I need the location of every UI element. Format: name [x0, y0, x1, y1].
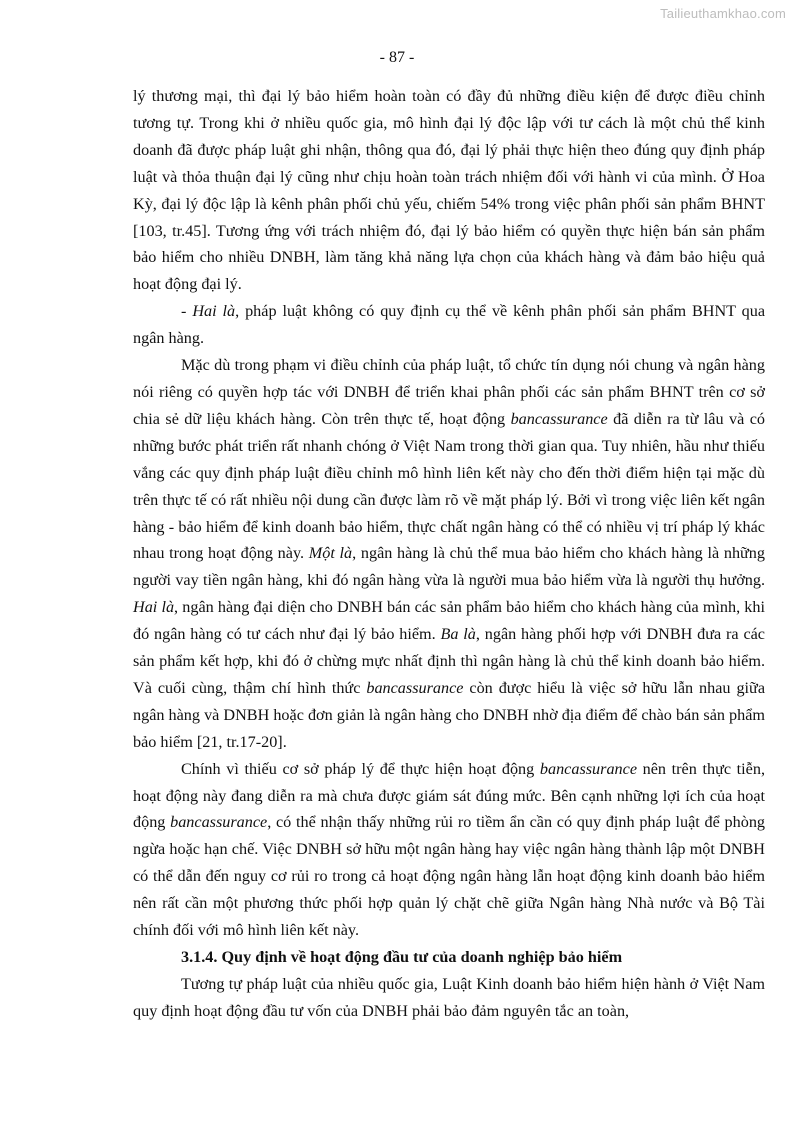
paragraph-text: lý thương mại, thì đại lý bảo hiểm hoàn toàn có đầy đủ những điều kiện để được điều chỉnh tương tự. Trong khi ở nhiều quốc gia, mô hình đại lý độc lập với tư cách là một chủ thể kinh doanh đã được pháp luật ghi nhận, thông qua đó, đại lý phải thực hiện theo đúng quy định pháp luật và thỏa thuận đại lý cũng như chịu hoàn toàn trách nhiệm đối với hành vi của mình. Ở Hoa Kỳ, đại lý độc lập là kênh phân phối chủ yếu, chiếm 54% trong việc phân phối sản phẩm BHNT [103, tr.45]. Tương ứng với trách nhiệm đó, đại lý bảo hiểm có quyền thực hiện bán sản phẩm bảo hiểm cho nhiều DNBH, làm tăng khả năng lựa chọn của khách hàng và đảm bảo hiệu quả hoạt động đại lý. — [133, 87, 765, 294]
paragraph-text: đã diễn ra từ lâu và có những bước phát triển rất nhanh chóng ở Việt Nam trong thời gian qua. Tuy nhiên, hầu như thiếu vắng các quy định pháp luật điều chỉnh mô hình liên kết này cho đến thời điểm hiện tại mặc dù trên thực tế có rất nhiều nội dung cần được làm rõ về mặt pháp lý. Bởi vì trong việc liên kết ngân hàng - bảo hiểm để kinh doanh bảo hiểm, thực chất ngân hàng có thể có nhiều vị trí pháp lý khác nhau trong hoạt động này. — [133, 409, 765, 563]
section-heading: 3.1.4. Quy định về hoạt động đầu tư của doanh nghiệp bảo hiểm — [181, 948, 623, 966]
italic-term: bancassurance — [539, 759, 637, 778]
paragraph-text: Chính vì thiếu cơ sở pháp lý để thực hiện hoạt động — [181, 759, 540, 778]
paragraph-text: , ngân hàng đại diện cho DNBH bán các sản phẩm bảo hiểm cho khách hàng của mình, khi đó ngân hàng có tư cách như đại lý bảo hiểm. — [133, 598, 765, 644]
paragraph-text: còn được hiểu là việc sở hữu lẫn nhau giữa ngân hàng và DNBH hoặc đơn giản là ngân hàng cho DNBH nhờ địa điểm để chào bán sản phẩm bảo hiểm [21, tr.17-20]. — [133, 678, 766, 751]
paragraph-5: Tương tự pháp luật của nhiều quốc gia, Luật Kinh doanh bảo hiểm hiện hành ở Việt Nam quy định hoạt động đầu tư vốn của DNBH phải bảo đảm nguyên tắc an toàn, — [133, 974, 765, 1020]
paragraph-text: Mặc dù trong phạm vi điều chỉnh của pháp luật, tổ chức tín dụng nói chung và ngân hàng nói riêng có quyền hợp tác với DNBH để triển khai phân phối các sản phẩm BHNT trên cơ sở chia sẻ dữ liệu khách hàng. Còn trên thực tế, hoạt động — [133, 356, 765, 428]
paragraph-2 — [133, 298, 765, 352]
italic-term: bancassurance — [366, 678, 464, 697]
italic-lead: Ba là — [440, 625, 476, 644]
italic-lead: Hai là — [192, 302, 236, 321]
paragraph-4 — [133, 756, 765, 944]
document-body — [133, 83, 765, 1025]
italic-lead: Một là — [308, 544, 353, 563]
paragraph-text: , có thể nhận thấy những rủi ro tiềm ẩn cần có quy định pháp luật để phòng ngừa hoặc hạn chế. Việc DNBH sở hữu một ngân hàng hay việc ngân hàng thành lập một DNBH có thể dẫn đến nguy cơ rủi ro trong cả hoạt động ngân hàng lẫn hoạt động kinh doanh bảo hiểm nên rất cần một phương thức phối hợp quản lý chặt chẽ giữa Ngân hàng Nhà nước và Bộ Tài chính đối với mô hình liên kết này. — [133, 813, 766, 940]
italic-lead: Hai là — [133, 598, 175, 617]
paragraph-text: , ngân hàng phối hợp với DNBH đưa ra các sản phẩm kết hợp, khi đó ở chừng mực nhất định thì ngân hàng là chủ thể kinh doanh bảo hiểm. Và cuối cùng, thậm chí hình thức — [133, 625, 765, 697]
paragraph-text: , pháp luật không có quy định cụ thể về kênh phân phối sản phẩm BHNT qua ngân hàng. — [133, 302, 766, 348]
italic-term: bancassurance — [170, 813, 268, 832]
watermark: Tailieuthamkhao.com — [660, 6, 786, 21]
paragraph-text: nên trên thực tiễn, hoạt động này đang diễn ra mà chưa được giám sát đúng mức. Bên cạnh những lợi ích của hoạt động — [133, 759, 765, 832]
italic-term: bancassurance — [510, 409, 608, 428]
paragraph-3 — [133, 352, 765, 756]
page-number: - 87 - — [379, 49, 415, 66]
dash-prefix: - — [181, 302, 193, 321]
paragraph-text: , ngân hàng là chủ thể mua bảo hiểm cho khách hàng là những người vay tiền ngân hàng, khi đó ngân hàng vừa là người mua bảo hiểm vừa là người thụ hưởng. — [133, 544, 765, 590]
paragraph-1 — [133, 83, 765, 298]
